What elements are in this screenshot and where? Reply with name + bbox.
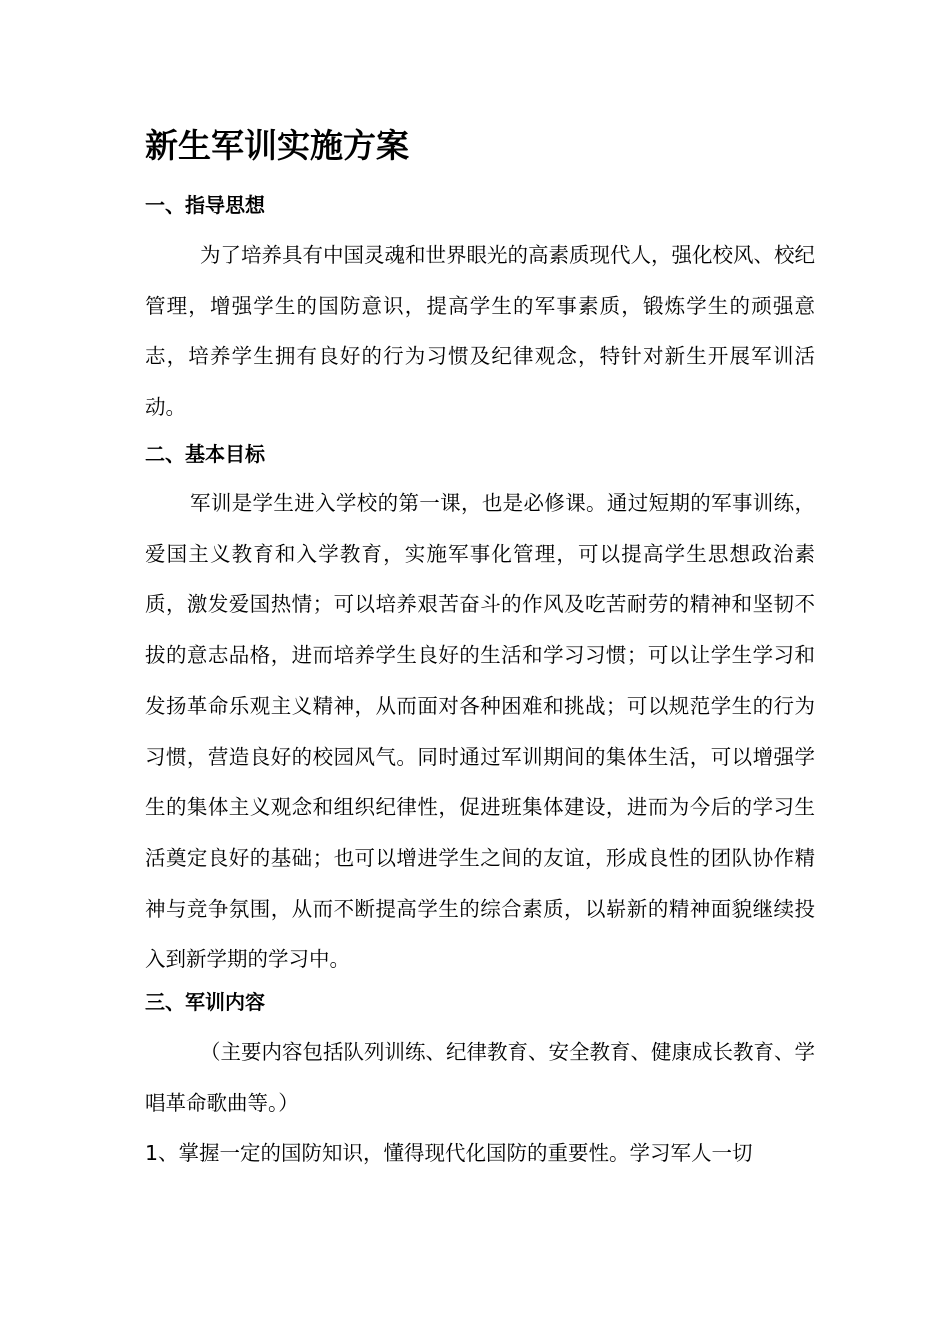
paragraph-guiding-ideology: 为了培养具有中国灵魂和世界眼光的高素质现代人，强化校风、校纪管理，增强学生的国防意识，提高学生的军事素质，锻炼学生的顽强意志，培养学生拥有良好的行为习惯及纪律观念，特针对新生开展军训活动。 — [145, 243, 815, 420]
paragraph-training-item-1: 1、掌握一定的国防知识，懂得现代化国防的重要性。学习军人一切 — [145, 1141, 753, 1165]
document-title: 新生军训实施方案 — [145, 126, 409, 165]
section-heading-training-content: 三、军训内容 — [145, 990, 265, 1014]
section-heading-basic-goals: 二、基本目标 — [145, 442, 265, 466]
paragraph-basic-goals: 军训是学生进入学校的第一课，也是必修课。通过短期的军事训练，爱国主义教育和入学教育，实施军事化管理，可以提高学生思想政治素质，激发爱国热情；可以培养艰苦奋斗的作风及吃苦耐劳的精神和坚韧不拔的意志品格，进而培养学生良好的生活和学习习惯；可以让学生学习和发扬革命乐观主义精神，从而面对各种困难和挑战；可以规范学生的行为习惯，营造良好的校园风气。同时通过军训期间的集体生活，可以增强学生的集体主义观念和组织纪律性，促进班集体建设，进而为今后的学习生活奠定良好的基础；也可以增进学生之间的友谊，形成良性的团队协作精神与竞争氛围，从而不断提高学生的综合素质，以崭新的精神面貌继续投入到新学期的学习中。 — [145, 491, 815, 972]
paragraph-training-content-intro: （主要内容包括队列训练、纪律教育、安全教育、健康成长教育、学唱革命歌曲等。） — [145, 1040, 815, 1115]
section-heading-guiding-ideology: 一、指导思想 — [145, 193, 265, 217]
